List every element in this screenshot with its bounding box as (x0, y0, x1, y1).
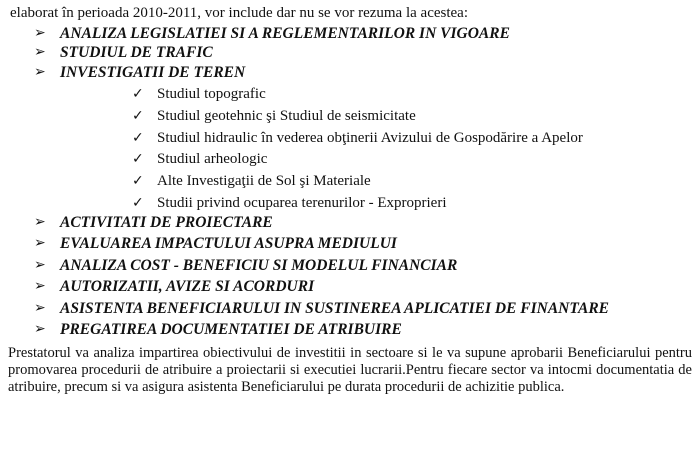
list-item-label: ACTIVITATI DE PROIECTARE (60, 214, 273, 231)
list-item-label: ANALIZA COST - BENEFICIU SI MODELUL FINANCIAR (60, 257, 458, 274)
arrow-bullet-icon: ➢ (34, 25, 46, 41)
checkmark-icon: ✓ (132, 195, 144, 211)
checkmark-icon: ✓ (132, 86, 144, 102)
list-item-label: AUTORIZATII, AVIZE SI ACORDURI (60, 278, 315, 295)
list-item-label: EVALUAREA IMPACTULUI ASUPRA MEDIULUI (60, 235, 397, 252)
arrow-bullet-icon: ➢ (34, 235, 46, 251)
sub-item-label: Studiul hidraulic în vederea obţinerii Avizului de Gospodărire a Apelor (157, 130, 583, 146)
arrow-bullet-icon: ➢ (34, 44, 46, 60)
checkmark-icon: ✓ (132, 130, 144, 146)
arrow-bullet-icon: ➢ (34, 300, 46, 316)
arrow-bullet-icon: ➢ (34, 321, 46, 337)
arrow-bullet-icon: ➢ (34, 214, 46, 230)
list-item-label: PREGATIREA DOCUMENTATIEI DE ATRIBUIRE (60, 321, 402, 338)
arrow-bullet-icon: ➢ (34, 278, 46, 294)
sub-item-label: Studii privind ocuparea terenurilor - Exproprieri (157, 195, 447, 211)
list-item-label: INVESTIGATII DE TEREN (60, 64, 246, 81)
list-item-label: ANALIZA LEGISLATIEI SI A REGLEMENTARILOR IN VIGOARE (60, 25, 510, 42)
intro-sentence: elaborat în perioada 2010-2011, vor include dar nu se vor rezuma la acestea: (10, 5, 469, 21)
sub-item-label: Studiul arheologic (157, 151, 268, 167)
checkmark-icon: ✓ (132, 173, 144, 189)
sub-item-label: Studiul geotehnic şi Studiul de seismicitate (157, 108, 416, 124)
arrow-bullet-icon: ➢ (34, 257, 46, 273)
sub-item-label: Alte Investigaţii de Sol şi Materiale (157, 173, 371, 189)
sub-item-label: Studiul topografic (157, 86, 266, 102)
checkmark-icon: ✓ (132, 151, 144, 167)
list-item-label: STUDIUL DE TRAFIC (60, 44, 213, 61)
checkmark-icon: ✓ (132, 108, 144, 124)
arrow-bullet-icon: ➢ (34, 64, 46, 80)
list-item-label: ASISTENTA BENEFICIARULUI IN SUSTINEREA APLICATIEI DE FINANTARE (60, 300, 610, 317)
closing-paragraph: Prestatorul va analiza impartirea obiectivului de investitii in sectoare si le va supune aprobarii Beneficiarului pentru promovarea procedurii de atribuire a proiectarii si executiei lucrarii.Pentru fiecare sector va intocmi documentatia de atribuire, precum si va asigura asistenta Beneficiarului pe durata procedurii de achizitie publica. (8, 345, 692, 395)
